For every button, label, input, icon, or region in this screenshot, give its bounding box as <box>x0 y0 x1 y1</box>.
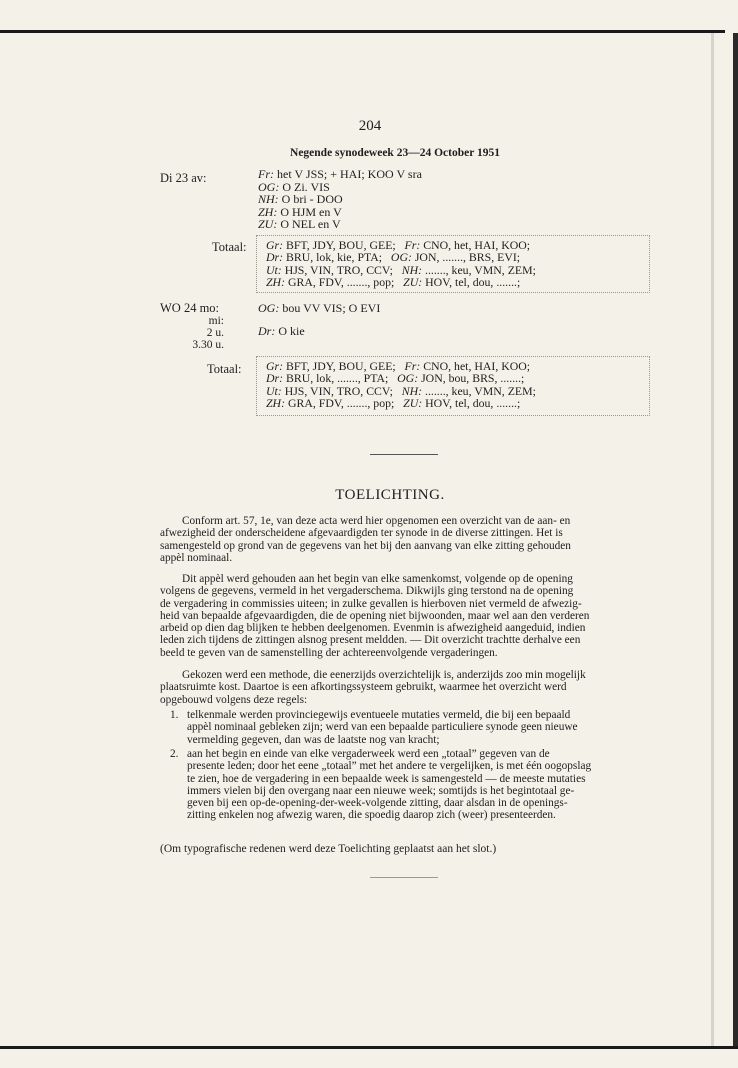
item-1-number: 1. <box>170 709 179 721</box>
week-heading: Negende synodeweek 23—24 October 1951 <box>290 147 500 159</box>
total1-label: Totaal: <box>212 240 247 254</box>
item-2-number: 2. <box>170 748 179 760</box>
session-line: ZH: O HJM en V <box>258 204 342 219</box>
total-row: ZH: GRA, FDV, ......., pop; ZU: HOV, tel, dou, .......; <box>266 275 521 290</box>
section-separator <box>370 454 438 455</box>
total-row: Ut: HJS, VIN, TRO, CCV; NH: ......., keu, VMN, ZEM; <box>266 262 536 277</box>
item-1-text: telkenmale werden provinciegewijs eventueele mutaties vermeld, die bij een bepaald appèl nominaal gebleken zijn; werd van een bepaalde particuliere synode geen nieuwe vermelding gegeven, dan was de laatste nog van kracht; <box>187 709 578 746</box>
total-row: Dr: BRU, lok, ......., PTA; OG: JON, bou, BRS, .......; <box>266 371 525 386</box>
item-2-text: aan het begin en einde van elke vergaderweek werd een „totaal” gegeven van de presente leden; door het eene „totaal” met het andere te vergelijken, is met één oogopslag te zien, hoe de vergadering in een bepaalde week is samengesteld — de meeste mutaties immers vielen bij den overgang naar een nieuwe week; somtijds is het begintotaal ge- geven bij een op-de-opening-der-week-volgende zitting, daar alsdan in de openings- zitting enkelen nog afwezig waren, die spoedig daarop zich (weer) presenteerden. <box>187 748 592 822</box>
session-line: Fr: het V JSS; + HAI; KOO V sra <box>258 167 422 181</box>
total2-label: Totaal: <box>207 362 242 376</box>
day2-sub-2u: 2 u. <box>206 327 224 339</box>
day1-sessions <box>258 168 422 231</box>
total-row: Ut: HJS, VIN, TRO, CCV; NH: ......., keu, VMN, ZEM; <box>266 383 536 398</box>
page-number: 204 <box>358 118 382 134</box>
day2-sub-330u: 3.30 u. <box>192 339 224 351</box>
session-line: OG: O Zi. VIS <box>258 179 330 194</box>
session-line: ZU: O NEL en V <box>258 217 341 232</box>
day2-session-mo: OG: bou VV VIS; O EVI <box>258 301 381 315</box>
right-page-edge <box>711 33 714 1046</box>
total-row: Dr: BRU, lok, kie, PTA; OG: JON, ......., BRS, EVI; <box>266 250 521 265</box>
day1-date: Di 23 av: <box>160 171 207 185</box>
paragraph-2: Dit appèl werd gehouden aan het begin van elke samenkomst, volgende op de opening volgens de gegevens, vermeld in het vergaderschema. Dikwijls ging terstond na de opening de vergadering in commissies uiteen; in zulke gevallen is hierboven niet vermeld de afwezig- heid van bepaalde afgevaardigden, die de opening niet bijwoonden, maar wel aan den verderen arbeid op dien dag blijken te hebben deelgenomen. Evenmin is afwezigheid aangeduid, indien leden zich tijdens de zittingen alsnog present meldden. — Dit overzicht trachtte derhalve een beeld te geven van de samenstelling der achtereenvolgende vergaderingen. <box>160 573 590 659</box>
day2-sub-mi: mi: <box>208 315 224 327</box>
closing-separator <box>370 877 438 878</box>
day2-session-2u: Dr: O kie <box>258 324 305 338</box>
paragraph-1: Conform art. 57, 1e, van deze acta werd hier opgenomen een overzicht van de aan- en afwezigheid der onderscheidene afgevaardigden ter synode in de diverse zittingen. Het is samengesteld op grond van de gegevens van het bij den aanvang van elke zitting gehouden appèl nominaal. <box>160 515 571 564</box>
toelichting-title: TOELICHTING. <box>335 487 445 503</box>
total1-lines <box>266 239 536 289</box>
bottom-edge-rule <box>0 1046 738 1049</box>
total2-lines <box>266 360 536 410</box>
top-edge-rule <box>0 30 725 33</box>
total-row: ZH: GRA, FDV, ......., pop; ZU: HOV, tel, dou, .......; <box>266 396 521 411</box>
day2-date: WO 24 mo: <box>160 301 220 315</box>
total-row: Gr: BFT, JDY, BOU, GEE; Fr: CNO, het, HAI, KOO; <box>266 359 531 373</box>
paragraph-3: Gekozen werd een methode, die eenerzijds overzichtelijk is, anderzijds zoo min mogelijk plaatsruimte kost. Daartoe is een afkortingssysteem gebruikt, waarmee het overzicht werd opgebouwd volgens deze regels: <box>160 669 586 706</box>
total-row: Gr: BFT, JDY, BOU, GEE; Fr: CNO, het, HAI, KOO; <box>266 238 531 252</box>
session-line: NH: O bri - DOO <box>258 192 343 207</box>
footnote: (Om typografische redenen werd deze Toelichting geplaatst aan het slot.) <box>160 843 497 855</box>
right-scan-edge <box>733 33 738 1049</box>
